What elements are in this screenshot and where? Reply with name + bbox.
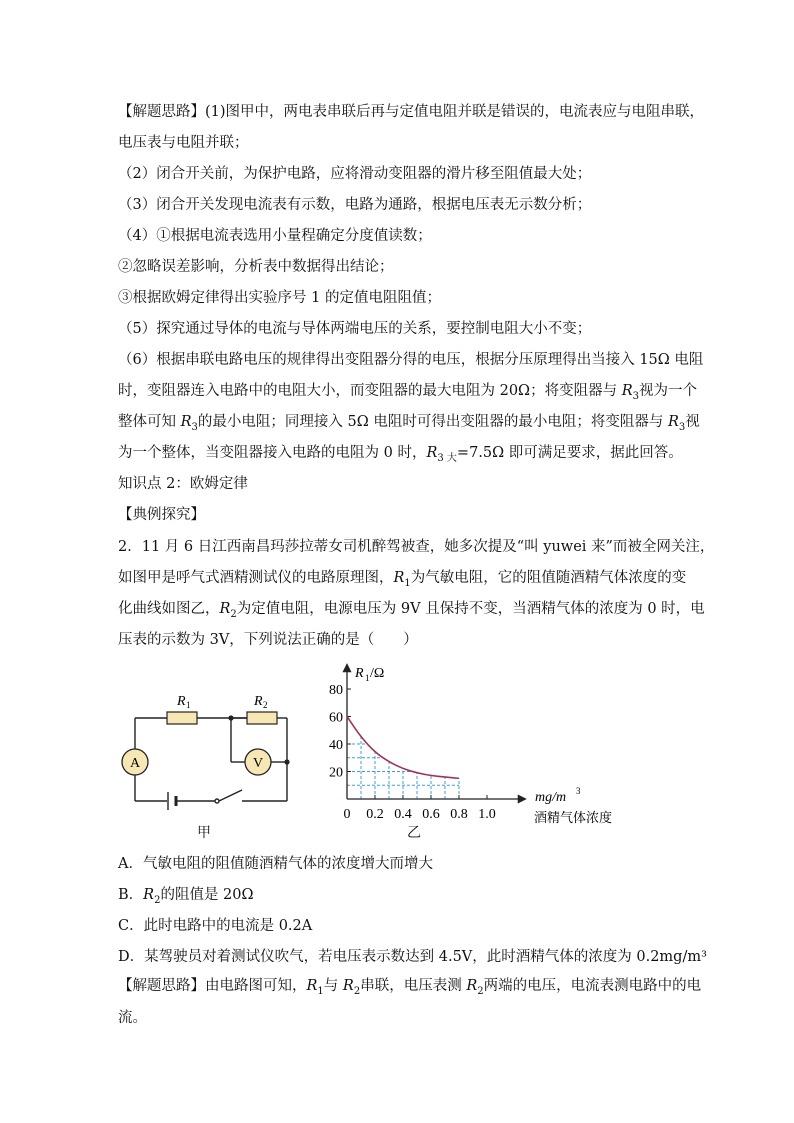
analysis-text: 视为一个 bbox=[639, 383, 697, 399]
x-tick-label: 0.6 bbox=[422, 807, 440, 822]
option-a-text: A．气敏电阻的阻值随酒精气体的浓度增大而增大 bbox=[118, 856, 433, 872]
analysis-text: 【解题思路】由电路图可知， bbox=[118, 978, 307, 994]
option-b-text: B． bbox=[118, 887, 144, 903]
y-tick-label: 60 bbox=[329, 710, 343, 726]
analysis-text: 电压表与电阻并联； bbox=[118, 135, 249, 151]
analysis-text: 视 bbox=[685, 414, 700, 430]
question-text: 为气敏电阻，它的阻值随酒精气体浓度的变 bbox=[410, 570, 687, 586]
ammeter-label: A bbox=[129, 756, 141, 771]
example-header bbox=[118, 505, 205, 525]
symbol-r: R bbox=[306, 978, 318, 994]
analysis-text: （5）探究通过导体的电流与导体两端电压的关系，要控制电阻大小不变； bbox=[118, 321, 592, 337]
analysis-line-9 bbox=[118, 350, 703, 370]
analysis-text: （4）①根据电流表选用小量程确定分度值读数； bbox=[118, 228, 432, 244]
resistor-r2 bbox=[247, 712, 277, 724]
resistance-graph bbox=[325, 655, 635, 830]
analysis-line-7 bbox=[118, 288, 441, 308]
option-b[interactable] bbox=[118, 883, 254, 906]
question-text: 化曲线如图乙， bbox=[118, 601, 220, 617]
question-line-1 bbox=[118, 537, 714, 557]
analysis-line-1 bbox=[118, 102, 704, 122]
symbol-r: R bbox=[426, 445, 438, 461]
y-tick-label: 20 bbox=[329, 765, 343, 781]
option-a[interactable] bbox=[118, 852, 433, 873]
y-axis-label: R bbox=[355, 666, 364, 681]
analysis-line-12 bbox=[118, 443, 683, 469]
analysis-line-10 bbox=[118, 381, 697, 407]
symbol-r: R bbox=[621, 383, 633, 399]
analysis-text: 整体可知 bbox=[118, 414, 181, 430]
example-header-text: 【典例探究】 bbox=[118, 507, 205, 523]
subscript: 3 bbox=[191, 421, 198, 433]
resistance-curve bbox=[347, 717, 459, 779]
x-axis-unit-superscript: 3 bbox=[576, 786, 581, 796]
analysis-line-6 bbox=[118, 257, 394, 277]
question-text: 2．11 月 6 日江西南昌玛莎拉蒂女司机醉驾被查，她多次提及“叫 yuwei 来”而被全网关注， bbox=[118, 539, 715, 555]
symbol-r: R bbox=[342, 978, 354, 994]
subscript: 1 bbox=[404, 577, 411, 589]
circuit-diagram bbox=[115, 685, 305, 845]
analysis-line-5 bbox=[118, 226, 432, 246]
option-c[interactable] bbox=[118, 914, 312, 935]
r2-subscript: 2 bbox=[263, 700, 268, 710]
analysis-line-3 bbox=[118, 164, 591, 184]
x-tick-label: 0.2 bbox=[366, 807, 384, 822]
subscript: 2 bbox=[477, 985, 484, 997]
subscript: 3 bbox=[632, 390, 639, 402]
x-axis-unit: mg/m bbox=[535, 790, 567, 805]
analysis-text: ②忽略误差影响，分析表中数据得出结论； bbox=[118, 259, 394, 275]
option-d-text: D．某驾驶员对着测试仪吹气，若电压表示数达到 4.5V，此时酒精气体的浓度为 0.2mg/m³ bbox=[118, 949, 707, 965]
y-tick-label: 40 bbox=[329, 738, 343, 753]
option-b-text: 的阻值是 20Ω bbox=[160, 887, 254, 903]
x-axis-label: 酒精气体浓度 bbox=[534, 811, 613, 826]
symbol-r: R bbox=[219, 601, 231, 617]
y-axis-unit: /Ω bbox=[370, 666, 385, 681]
analysis-line-8 bbox=[118, 319, 591, 339]
option-c-text: C．此时电路中的电流是 0.2A bbox=[118, 918, 313, 934]
graph-caption: 乙 bbox=[407, 825, 421, 841]
analysis-text: 为一个整体，当变阻器接入电路的电阻为 0 时， bbox=[118, 445, 427, 461]
analysis-line-2 bbox=[118, 133, 249, 153]
question-line-4 bbox=[118, 630, 418, 650]
symbol-r: R bbox=[667, 414, 679, 430]
analysis2-line-2 bbox=[118, 1008, 147, 1028]
analysis-text: （3）闭合开关发现电流表有示数，电路为通路，根据电压表无示数分析； bbox=[118, 197, 592, 213]
analysis-line-4 bbox=[118, 195, 591, 215]
analysis-text: 串联，电压表测 bbox=[360, 978, 467, 994]
subscript: 2 bbox=[230, 608, 237, 620]
knowledge-point-text: 知识点 2：欧姆定律 bbox=[118, 476, 248, 492]
option-d[interactable] bbox=[118, 945, 707, 966]
subscript: 2 bbox=[154, 894, 161, 906]
analysis-text: 【解题思路】(1)图甲中，两电表串联后再与定值电阻并联是错误的，电流表应与电阻串联， bbox=[118, 104, 705, 120]
question-text: 压表的示数为 3V，下列说法正确的是（ ） bbox=[118, 632, 418, 648]
r1-subscript: 1 bbox=[186, 700, 191, 710]
resistor-r1 bbox=[167, 712, 197, 724]
analysis-text: 流。 bbox=[118, 1010, 147, 1026]
analysis-text: 的最小电阻；同理接入 5Ω 电阻时可得出变阻器的最小电阻；将变阻器与 bbox=[197, 414, 668, 430]
symbol-r: R bbox=[393, 570, 405, 586]
subscript: 2 bbox=[353, 985, 361, 997]
symbol-r: R bbox=[180, 414, 192, 430]
junction-dot bbox=[228, 715, 233, 720]
analysis-text: 两端的电压，电流表测电路中的电 bbox=[483, 978, 702, 994]
subscript: 3 bbox=[678, 421, 686, 433]
question-text: 如图甲是呼气式酒精测试仪的电路原理图， bbox=[118, 570, 394, 586]
symbol-r: R bbox=[143, 887, 155, 903]
analysis2-line-1 bbox=[118, 976, 701, 1002]
x-tick-label: 0.8 bbox=[450, 807, 468, 822]
analysis-text: =7.5Ω 即可满足要求，据此回答。 bbox=[456, 445, 683, 461]
x-tick-label: 0.4 bbox=[394, 807, 412, 822]
y-axis-label-subscript: 1 bbox=[365, 673, 370, 683]
analysis-text: ③根据欧姆定律得出实验序号 1 的定值电阻阻值； bbox=[118, 290, 441, 306]
junction-dot bbox=[284, 759, 289, 764]
subscript: 1 bbox=[317, 985, 324, 997]
symbol-r: R bbox=[466, 978, 478, 994]
switch-blade bbox=[219, 790, 242, 801]
x-tick-label: 1.0 bbox=[478, 807, 496, 822]
question-line-3 bbox=[118, 599, 705, 625]
knowledge-point bbox=[118, 474, 248, 494]
y-tick-label: 80 bbox=[329, 683, 343, 698]
r2-label: R bbox=[254, 694, 263, 709]
analysis-text: （6）根据串联电路电压的规律得出变阻器分得的电压，根据分压原理得出当接入 15Ω 电阻 bbox=[118, 352, 704, 368]
subscript: 3 大 bbox=[437, 452, 457, 464]
origin-label: 0 bbox=[343, 807, 351, 822]
analysis-text: 时，变阻器连入电路中的电阻大小，而变阻器的最大电阻为 20Ω；将变阻器与 bbox=[118, 383, 622, 399]
analysis-line-11 bbox=[118, 412, 700, 438]
analysis-text: 与 bbox=[323, 978, 343, 994]
question-line-2 bbox=[118, 568, 686, 594]
switch-pivot bbox=[215, 799, 219, 803]
circuit-caption: 甲 bbox=[197, 825, 211, 841]
r1-label: R bbox=[177, 694, 186, 709]
axis-ticks bbox=[329, 683, 496, 822]
voltmeter-label: V bbox=[252, 756, 264, 771]
analysis-text: （2）闭合开关前，为保护电路，应将滑动变阻器的滑片移至阻值最大处； bbox=[118, 166, 592, 182]
question-text: 为定值电阻，电源电压为 9V 且保持不变，当酒精气体的浓度为 0 时，电 bbox=[236, 601, 705, 617]
